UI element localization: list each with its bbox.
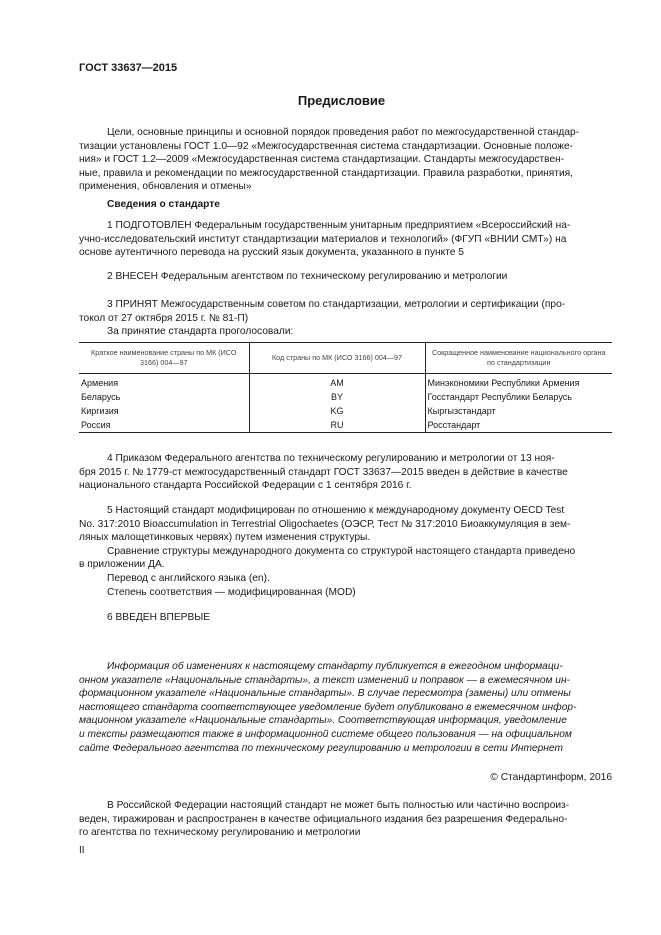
table-row — [79, 374, 612, 391]
info-paragraph — [79, 660, 612, 755]
country-cell: Россия — [79, 418, 249, 433]
body-cell: Росстандарт — [425, 418, 612, 433]
text-line: учно-исследовательский институт стандартизации материалов и технологий» (ФГУП «ВНИИ СМТ») на — [79, 233, 567, 245]
text-line: ляных малощетинковых червях) путем изменения структуры. — [79, 532, 371, 544]
text-line: Степень соответствия — модифицированная (MOD) — [107, 586, 356, 598]
text-line: мационном указателе «Национальные стандарты». Соответствующая информация, уведомление — [79, 715, 567, 727]
text-line: в приложении ДА. — [79, 559, 165, 571]
item-2-introduced: 2 ВНЕСЕН Федеральным агентством по техническому регулированию и метрологии — [107, 271, 508, 282]
voting-countries-table — [79, 342, 612, 433]
body-cell: Госстандарт Республики Беларусь — [425, 390, 612, 404]
column-header-body: Сокращенное наименование национального органа по стандартизации — [425, 343, 612, 374]
text-line: формационном указателе «Национальные стандарты». В случае пересмотра (замены) или отмены — [79, 688, 571, 700]
country-cell: Армения — [81, 378, 119, 388]
text-line: настоящего стандарта соответствующее уведомление будет опубликовано в ежемесячном инфор- — [79, 701, 577, 713]
text-line: го агентства по техническому регулированию и метрологии — [79, 827, 361, 839]
table-row — [79, 404, 612, 418]
item-3-adopted — [79, 298, 612, 339]
table-row — [79, 418, 612, 433]
copyright-notice: © Стандартинформ, 2016 — [490, 772, 612, 783]
text-line: 3 ПРИНЯТ Межгосударственным советом по стандартизации, метрологии и сертификации (про- — [107, 299, 566, 310]
text-line: национального стандарта Российской Федерации с 1 сентября 2016 г. — [79, 480, 412, 492]
text-line: No. 317:2010 Bioaccumulation in Terrestrial Oligochaetes (ОЭСР, Тест № 317:2010 Биоаккумуляция в зем- — [79, 518, 571, 530]
text-line: и тексты размещаются также в информационной системе общего пользования — на официальном — [79, 728, 572, 740]
column-header-country: Краткое наименование страны по МК (ИСО 3166) 004—97 — [79, 343, 249, 374]
text-line: токол от 27 октября 2015 г. № 81-П) — [79, 312, 249, 324]
body-cell: Минэкономики Республики Армения — [425, 374, 612, 391]
text-line: Перевод с английского языка (en). — [107, 572, 270, 584]
table-header-row — [79, 343, 612, 374]
text-line: тизации установлены ГОСТ 1.0—92 «Межгосударственная система стандартизации. Основные положе- — [79, 140, 574, 152]
text-line: бря 2015 г. № 1779-ст межгосударственный стандарт ГОСТ 33637—2015 введен в действие в качестве — [79, 466, 568, 478]
item-1-prepared — [79, 219, 612, 260]
text-line: В Российской Федерации настоящий стандарт не может быть полностью или частично воспроиз- — [107, 800, 570, 811]
text-line: 4 Приказом Федерального агентства по техническому регулированию и метрологии от 13 ноя- — [107, 453, 555, 464]
text-line: сайте Федерального агентства по техническому регулированию и метрологии в сети Интернет — [79, 742, 563, 754]
item-5-modified — [79, 504, 612, 599]
document-id-header: ГОСТ 33637—2015 — [79, 62, 178, 74]
code-cell: AM — [249, 374, 425, 391]
country-cell: Киргизия — [81, 406, 119, 416]
table-row — [79, 390, 612, 404]
text-line: 5 Настоящий стандарт модифицирован по отношению к международному документу OECD Test — [107, 505, 565, 516]
text-line: онном указателе «Национальные стандарты», а текст изменений и поправок — в ежемесячном ин- — [79, 674, 570, 686]
item-6-first-introduced: 6 ВВЕДЕН ВПЕРВЫЕ — [107, 612, 211, 623]
section-heading: Сведения о стандарте — [107, 199, 220, 210]
text-line: веден, тиражирован и распространен в качестве официального издания без разрешения Федерально- — [79, 813, 568, 825]
page-title: Предисловие — [297, 93, 386, 108]
page-number: II — [79, 845, 85, 856]
code-cell: RU — [249, 418, 425, 433]
code-cell: BY — [249, 390, 425, 404]
text-line: Сравнение структуры международного документа со структурой настоящего стандарта приведено — [107, 545, 576, 557]
text-line: Цели, основные принципы и основной порядок проведения работ по межгосударственной стандар- — [107, 127, 580, 138]
intro-paragraph — [79, 126, 612, 194]
text-line: ния» и ГОСТ 1.2—2009 «Межгосударственная система стандартизации. Стандарты межгосударствен- — [79, 154, 565, 166]
text-line: Информация об изменениях к настоящему стандарту публикуется в ежегодном информаци- — [107, 661, 563, 672]
reproduction-notice — [79, 799, 612, 840]
text-line: ные, правила и рекомендации по межгосударственной стандартизации. Правила разработки, принятия, — [79, 167, 573, 179]
country-cell: Беларусь — [81, 392, 121, 402]
text-line: применения, обновления и отмены» — [79, 181, 252, 193]
item-4-order — [79, 452, 612, 493]
text-line: основе аутентичного перевода на русский язык документа, указанного в пункте 5 — [79, 247, 464, 259]
text-line: За принятие стандарта проголосовали: — [107, 326, 294, 338]
body-cell: Кыргызстандарт — [425, 404, 612, 418]
column-header-code: Код страны по МК (ИСО 3166) 004—97 — [249, 343, 425, 374]
text-line: 1 ПОДГОТОВЛЕН Федеральным государственным унитарным предприятием «Всероссийский на- — [107, 220, 571, 231]
code-cell: KG — [249, 404, 425, 418]
